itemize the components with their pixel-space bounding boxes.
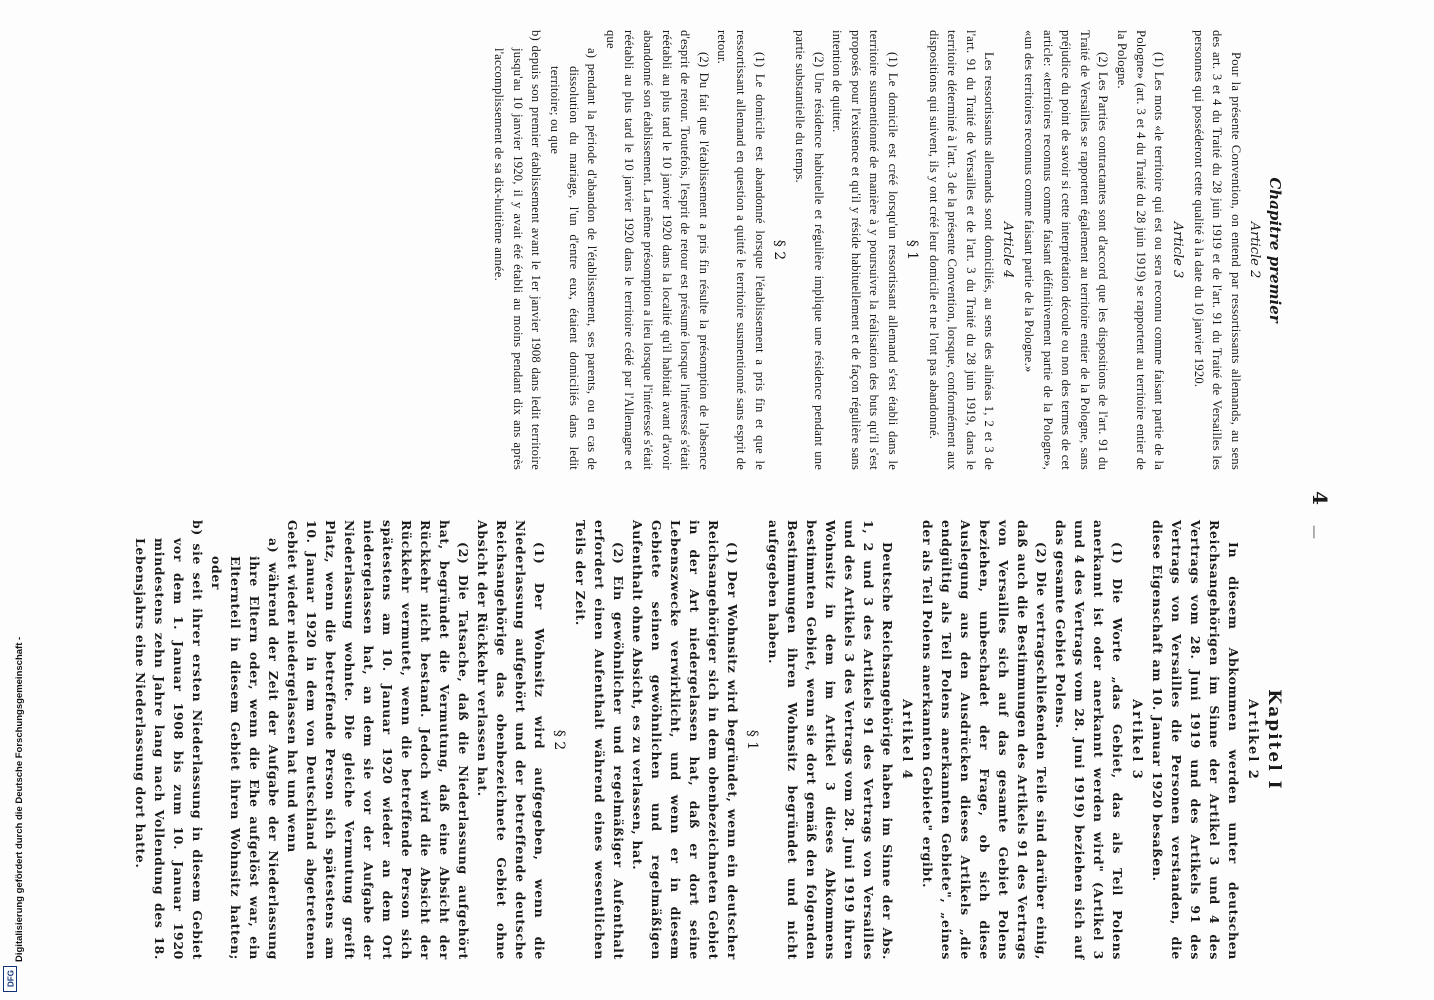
french-article-2-text: Pour la présente Convention, on entend par ressortissants allemands, au sens des art. 3 et 4 du Traité du 28 juin 1919 et de l'art. 91 du Traité de Versailles les personnes qui posséderont cette qualité à la date du 10 janvier 1920. bbox=[1191, 30, 1243, 470]
german-artikel-3-para-1: (1) Die Worte „das Gebiet, das als Teil Polens anerkannt ist oder anerkannt werden wird" (Artikel 3 und 4 des Vertrags vom 28. Juni 1919) beziehen sich auf das gesamte Gebiet Polens. bbox=[1053, 520, 1125, 960]
german-section-2-para-2: (2) Die Tatsache, daß die Niederlassung aufgehört hat, begründet die Vermutung, daß eine Absicht der Rückkehr nicht bestand. Jedoch wird die Absicht der Rückkehr vermutet, wenn die betreffende Person sich spätestens am 10. Januar 1920 wieder an dem Ort niedergelassen hat, an dem sie vor der Aufgabe der Niederlassung wohnte. Die gleiche Vermutung greift Platz, wenn die betreffende Person sich spätestens am 10. Januar 1920 in dem von Deutschland abgetretenen Gebiet wieder niedergelassen hat und wenn bbox=[285, 520, 471, 960]
french-article-4-heading: Article 4 bbox=[1000, 221, 1016, 279]
french-article-3-para-1: (1) Les mots «le territoire qui est ou sera reconnu comme faisant partie de la Pologne» (art. 3 et 4 du Traité du 28 juin 1919) se rapportent au territoire entier de la Pologne. bbox=[1115, 30, 1167, 470]
german-section-1-para-1: (1) Der Wohnsitz wird begründet, wenn ein deutscher Reichsangehöriger sich in dem obenbezeichneten Gebiet in der Art niedergelassen hat, daß er dort seine Lebenszwecke verwirklicht, und wenn er in diesem Gebiete seinen gewöhnlichen und regelmäßigen Aufenthalt ohne Absicht, es zu verlassen, hat. bbox=[630, 520, 740, 960]
german-item-b: b) sie seit ihrer ersten Niederlassung in diesem Gebiet vor dem 1. Januar 1908 bis zum 10. Januar 1920 mindestens zehn Jahre lang nach Vollendung des 18. Lebensjahrs eine Niederlassung dort hatte. bbox=[133, 520, 205, 960]
french-article-3-heading: Article 3 bbox=[1170, 221, 1186, 279]
french-section-2-para-1: (1) Le domicile est abandonné lorsque l'établissement a pris fin et que le ressortissant allemand en question a quitté le territoire susmentionné sans esprit de retour. bbox=[715, 30, 767, 470]
dfg-logo-text: DFG bbox=[6, 970, 16, 987]
german-artikel-4-heading: Artikel 4 bbox=[899, 699, 914, 781]
french-item-b: b) depuis son premier établissement avant le 1er janvier 1908 dans ledit territoire jusqu'au 10 janvier 1920, il y avait été établi au moins pendant dix ans après l'accomplissement de sa dix-huitième année. bbox=[492, 30, 544, 470]
german-artikel-3-para-2: (2) Die vertragschließenden Teile sind darüber einig, daß auch die Bestimmungen des Artikels 91 des Vertrags von Versailles sich auf das gesamte Gebiet Polens beziehen, unbeschadet der Frage, ob sich diese Auslegung aus den Ausdrücken dieses Artikels „die endgültig als Teil Polens anerkannten Gebiete", „eines der als Teil Polens anerkannten Gebiete" ergibt. bbox=[920, 520, 1049, 960]
credit-text: Digitalisierung gefördert durch die Deutsche Forschungsgemeinschaft - bbox=[14, 636, 25, 962]
french-article-2-heading: Article 2 bbox=[1247, 221, 1262, 279]
german-section-1-heading: § 1 bbox=[744, 729, 760, 751]
french-section-2-heading: § 2 bbox=[770, 239, 787, 261]
german-artikel-4-intro: Deutsche Reichsangehörige haben im Sinne der Abs. 1, 2 und 3 des Artikels 91 des Vertrags von Versailles und des Artikels 3 des Vertrags vom 28. Juni 1919 ihren Wohnsitz in dem im Artikel 3 dieses Abkommens bestimmten Gebiet, wenn sie dort gemäß den folgenden Bestimmungen ihren Wohnsitz begründet und nicht aufgegeben haben. bbox=[766, 520, 895, 960]
french-section-1-heading: § 1 bbox=[904, 239, 921, 261]
german-item-a: a) während der Zeit der Aufgabe der Niederlassung ihre Eltern oder, wenn die Ehe aufgelöst war, ein Elternteil in diesem Gebiet ihren Wohnsitz hatten; oder bbox=[209, 538, 281, 960]
german-artikel-2-heading: Artikel 2 bbox=[1245, 699, 1260, 781]
dfg-logo-icon bbox=[3, 966, 17, 992]
french-column bbox=[164, 30, 1284, 470]
german-section-1-para-2: (2) Ein gewöhnlicher und regelmäßiger Aufenthalt erfordert einen Aufenthalt während eines wesentlichen Teils der Zeit. bbox=[573, 520, 626, 960]
french-item-a: a) pendant la période d'abandon de l'établissement, ses parents, ou en cas de dissolution du mariage, l'un d'entre eux, étaient domiciliés dans ledit territoire; ou que bbox=[548, 48, 600, 470]
french-section-2-para-2: (2) Du fait que l'établissement a pris fin résulte la présomption de l'absence d'esprit de retour. Toutefois, l'esprit de retour est présumé lorsque l'intéressé s'était réétabli au plus tard le 10 janvier 1920 dans la localité qu'il habitait avant d'avoir abandonné son établissement. La même présomption a lieu lorsque l'intéressé s'était réétabli au plus tard le 10 janvier 1920 dans le territoire cédé par l'Allemagne et que bbox=[603, 30, 711, 470]
german-artikel-2-text: In diesem Abkommen werden unter deutschen Reichsangehörigen im Sinne der Artikel 3 und 4 des Vertrags vom 28. Juni 1919 und des Artikels 91 des Vertrags von Versailles die Personen verstanden, die diese Eigenschaft am 10. Januar 1920 besaßen. bbox=[1150, 520, 1241, 960]
german-section-2-para-1: (1) Der Wohnsitz wird aufgegeben, wenn die Niederlassung aufgehört und der betreffende deutsche Reichsangehörige das obenbezeichnete Gebiet ohne Absicht der Rückkehr verlassen hat. bbox=[475, 520, 547, 960]
german-column bbox=[133, 520, 1284, 960]
page-number-dash: — bbox=[1306, 525, 1322, 539]
digitization-credit bbox=[0, 0, 24, 1000]
french-section-1-para-2: (2) Une résidence habituelle et régulière implique une résidence pendant une partie substantielle du temps. bbox=[793, 30, 826, 470]
french-article-4-intro: Les ressortissants allemands sont domiciliés, au sens des alinéas 1, 2 et 3 de l'art. 91 du Traité de Versailles et de l'art. 3 du Traité du 28 juin 1919, dans le territoire déterminé à l'art. 3 de la présente Convention, lorsque, conformément aux dispositions qui suivent, ils y ont créé leur domicile et ne l'ont pas abandonné. bbox=[926, 30, 997, 470]
french-chapter-title: Chapitre premier bbox=[1266, 177, 1284, 323]
german-chapter-title: Kapitel I bbox=[1264, 689, 1284, 791]
german-artikel-3-heading: Artikel 3 bbox=[1129, 699, 1144, 781]
french-article-3-para-2: (2) Les Parties contractantes sont d'accord que les dispositions de l'art. 91 du Traité de Versailles se rapportent également au territoire entier de la Pologne, sans préjudice du point de savoir si cette interprétation découle ou non des termes de cet article: «territoires reconnus comme faisant définitivement partie de la Pologne», «un des territoires reconnus comme faisant partie de la Pologne.» bbox=[1022, 30, 1111, 470]
page-number: 4 bbox=[1308, 491, 1332, 505]
german-section-2-heading: § 2 bbox=[551, 729, 567, 751]
french-section-1-para-1: (1) Le domicile est créé lorsqu'un ressortissant allemand s'est établi dans le territoire susmentionné de manière à y poursuivre la réalisation des buts qu'il s'est proposés pour l'existence et qu'il y réside habituellement et de façon régulière sans intention de quitter. bbox=[830, 30, 901, 470]
